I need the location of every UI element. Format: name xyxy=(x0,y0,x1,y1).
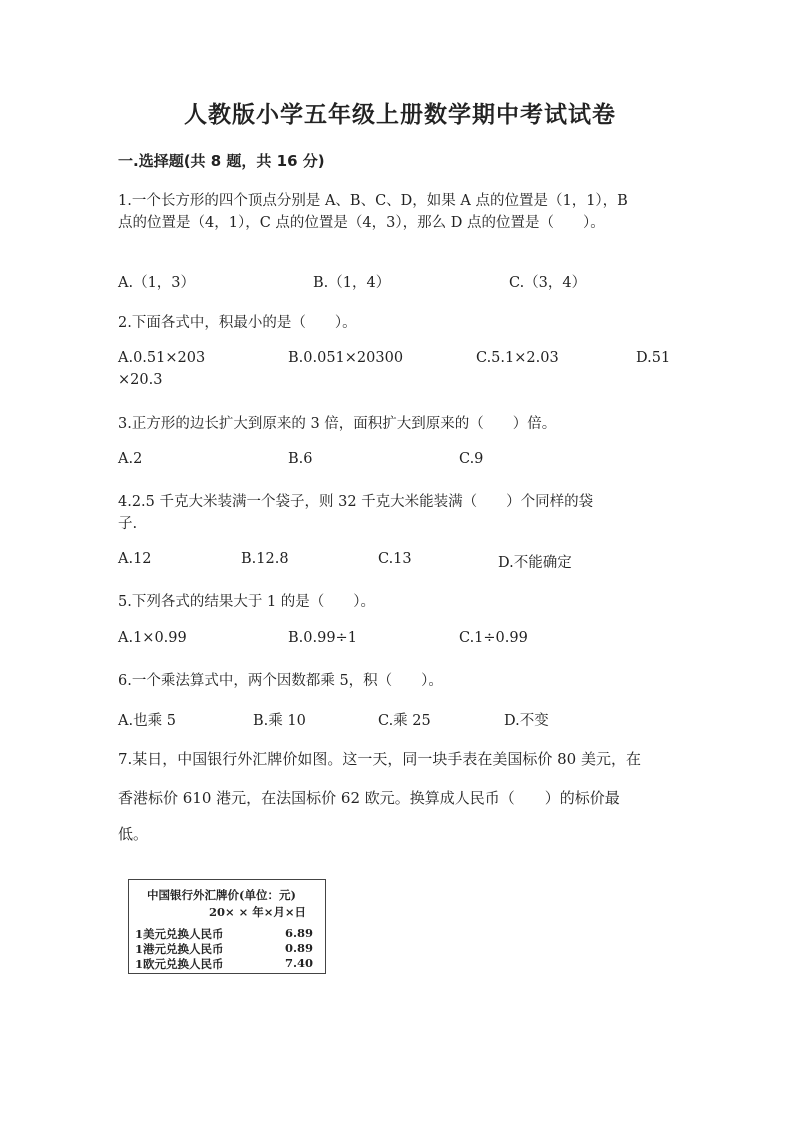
option-d: D.不变 xyxy=(504,713,549,729)
option-c: C.5.1×2.03 xyxy=(476,350,559,366)
rate-row-name: 1港元兑换人民币 xyxy=(135,942,224,956)
exchange-rate-table xyxy=(128,879,326,974)
option-a: A.0.51×203 xyxy=(118,350,206,366)
option-a: A.12 xyxy=(118,551,152,567)
rate-row-value: 0.89 xyxy=(285,941,314,955)
section-heading: 一.选择题(共 8 题，共 16 分) xyxy=(118,152,325,170)
question-text: 1.一个长方形的四个顶点分别是 A、B、C、D，如果 A 点的位置是（1，1），B xyxy=(118,193,628,209)
option-c: C.9 xyxy=(459,451,484,467)
question-text: 2.下面各式中，积最小的是（ ）。 xyxy=(118,315,357,331)
question-text: 点的位置是（4，1），C 点的位置是（4，3），那么 D 点的位置是（ ）。 xyxy=(118,215,605,231)
question-text: 4.2.5 千克大米装满一个袋子，则 32 千克大米能装满（ ）个同样的袋 xyxy=(118,494,594,510)
rate-row-value: 6.89 xyxy=(285,926,314,940)
option-b: B.（1，4） xyxy=(313,275,391,291)
rate-row-name: 1美元兑换人民币 xyxy=(135,927,224,941)
option-d-continued: ×20.3 xyxy=(118,372,163,388)
page-title: 人教版小学五年级上册数学期中考试试卷 xyxy=(184,102,616,128)
option-c: C.13 xyxy=(378,551,412,567)
question-text: 6.一个乘法算式中，两个因数都乘 5，积（ ）。 xyxy=(118,673,443,689)
rate-row-value: 7.40 xyxy=(285,956,314,970)
option-b: B.12.8 xyxy=(241,551,289,567)
option-a: A.（1，3） xyxy=(118,275,196,291)
option-b: B.0.051×20300 xyxy=(288,350,404,366)
option-c: C.1÷0.99 xyxy=(459,630,528,646)
question-text: 3.正方形的边长扩大到原来的 3 倍，面积扩大到原来的（ ）倍。 xyxy=(118,416,557,432)
option-a: A.1×0.99 xyxy=(118,630,187,646)
option-a: A.2 xyxy=(118,451,143,467)
option-a: A.也乘 5 xyxy=(118,713,176,729)
table-title: 中国银行外汇牌价(单位：元) xyxy=(147,888,296,902)
question-text: 香港标价 610 港元，在法国标价 62 欧元。换算成人民币（ ）的标价最 xyxy=(118,789,620,807)
table-date: 20× × 年×月×日 xyxy=(209,905,307,919)
rate-row-name: 1欧元兑换人民币 xyxy=(135,957,224,971)
option-b: B.0.99÷1 xyxy=(288,630,357,646)
option-c: C.乘 25 xyxy=(378,713,431,729)
option-c: C.（3，4） xyxy=(509,275,587,291)
option-d: D.不能确定 xyxy=(498,555,572,571)
option-b: B.6 xyxy=(288,451,313,467)
option-d: D.51 xyxy=(636,350,671,366)
question-text: 7.某日，中国银行外汇牌价如图。这一天，同一块手表在美国标价 80 美元，在 xyxy=(118,750,641,768)
question-text: 低。 xyxy=(118,825,149,843)
option-b: B.乘 10 xyxy=(253,713,306,729)
question-text: 子. xyxy=(118,516,138,532)
question-text: 5.下列各式的结果大于 1 的是（ ）。 xyxy=(118,594,376,610)
